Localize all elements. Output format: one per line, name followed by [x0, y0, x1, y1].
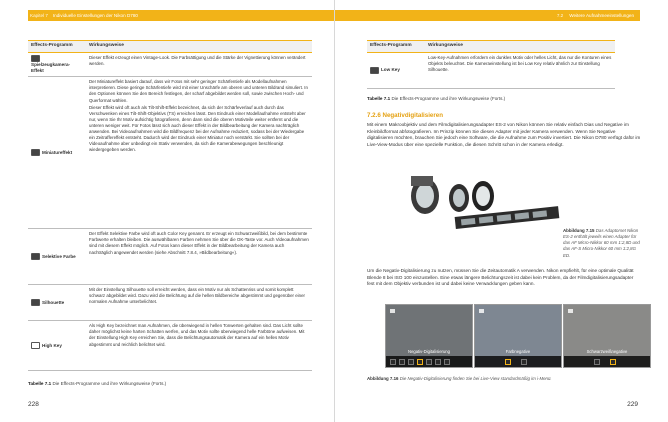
mode-selection-bar — [475, 356, 561, 367]
program-cell: Spielzeugkamera-Effekt — [28, 52, 86, 77]
table-header-effect: Wirkungsweise — [425, 41, 615, 53]
liveview-screenshot: Farbnegative — [474, 304, 562, 368]
film-strip-holder-icon — [455, 206, 560, 229]
right-running-header — [335, 10, 640, 21]
chapter-label: Kapitel 7 — [30, 13, 48, 18]
table-header-program: Effects-Programm — [367, 41, 425, 53]
page-number: 229 — [627, 401, 638, 408]
table-row — [28, 285, 312, 321]
section-header-title: Weitere Aufnahmeeinstellungen — [569, 13, 634, 18]
body-paragraph: Mit einem Makroobjektiv und dem Filmdigitalisierungsadapter ES-2 von Nikon können Sie relativ einfach Dias und Negative im Kleinbildformat abfotografieren. Im Prinzip können Sie diesen Adapter mit jeder Kamera verwenden. Wenn Sie Negative digitalisieren möchten, brauchen Sie jedoch eine Software, die die Aufnahme zum Positiv invertiert. Die Nikon D780 verfügt dafür im Live-View-Modus über eine spezielle Funktion, die diesen Schritt schon in der Kamera erledigt. — [367, 122, 641, 147]
figure-caption: Abbildung 7.15 Das Adaptorset Nikon ES-2 enthält jeweils einen Adapter für das AF Micro-Nikkor 60 mm 1:2,8D und das AF-S Micro-Nikkor 60 mm 1:2,8G ED. — [563, 228, 640, 258]
mode-indicator-icon — [390, 309, 395, 313]
left-running-header — [28, 10, 334, 21]
right-page — [334, 0, 668, 422]
lens-ring-icon — [472, 181, 494, 211]
page-number: 228 — [28, 401, 39, 408]
mode-indicator-icon — [479, 309, 484, 313]
effects-table-continued — [367, 40, 615, 89]
liveview-screenshot: Schwarzweißnegative — [563, 304, 651, 368]
effect-description: Dieser Effekt erzeugt einen Vintage-Look. Die Farbsättigung und die Stärke der Vignettierung können verändert werden. — [86, 52, 312, 77]
table-row — [28, 77, 312, 229]
effect-description: Low-Key-Aufnahmen erfordern ein dunkles Motiv oder helles Licht, das nur die Konturen eines Objekts beleuchtet. Die Kameraeinstellung ist bei Low Key relativ ähnlich zur Einstellung Silhouette. — [425, 52, 615, 88]
i-menu-bar — [386, 356, 472, 367]
low-key-icon — [370, 67, 379, 74]
program-cell: Selektive Farbe — [28, 229, 86, 285]
high-key-icon — [31, 342, 40, 349]
effect-description: Der Miniatureffekt basiert darauf, dass wir Fotos mit sehr geringer Schärfentiefe als Modellaufnahmen interpretieren. Diese geringe Schärfentiefe wird mit einer Unschärfe am oberen und unteren Bildrand simuliert. In den Optionen können Sie den Bereich festlegen, der scharf abgebildet werden soll, sowie zwischen Hoch- und Querformat wählen. Dieser Effekt wird oft auch als Tilt-Shift-Effekt bezeichnet, da sich der Schärfeverlauf auch durch das Verschwenken eines Tilt-Shift-Objektivs (TS) erreichen lässt. Den Eindruck einer Modellaufnahme entsteht aber nur, wenn Sie Ihr Motiv aufsichtig fotografieren, denn dann sind die oberen Motivteile weiter entfernt und die unteren weniger weit. Für Fotos lässt sich auch dieser Effekt in der Bildbearbeitung der Kamera nachträglich anwenden. Bei Videoaufnahmen wird die Bildfrequenz bei der Aufnahme reduziert, sodass bei der Wiedergabe ein Zeitraffereffekt entsteht. Dadurch wird der Eindruck einer Miniatur noch verstärkt. Sie sollten bei der Videoaufnahme aber unbedingt ein Stativ verwenden, da sich die Kamerabewegungen beschleunigt wiedergegeben werden. — [86, 77, 312, 229]
program-cell: Miniatureffekt — [28, 77, 86, 229]
selective-color-icon — [31, 253, 40, 260]
film-adapter-illustration — [403, 168, 563, 230]
effects-table — [28, 40, 312, 371]
table-row — [367, 52, 615, 88]
section-number: 7.2 — [556, 13, 564, 18]
silhouette-icon — [31, 299, 40, 306]
tube-ring-icon — [449, 184, 469, 212]
chapter-title: Individuelle Einstellungen der Nikon D780 — [52, 13, 138, 18]
program-cell: High Key — [28, 321, 86, 371]
table-caption: Tabelle 7.1 Die Effects-Programme und ihre Wirkungsweise (Forts.) — [367, 96, 506, 101]
effect-description: Als High Key bezeichnet man Aufnahmen, die überwiegend in hellen Tonwerten gehalten sind. Das Licht sollte daher möglichst keine harten Schatten werfen, und das Motiv sollte überwiegend helle Farbtöne aufweisen. Mit der Einstellung High Key erreichen Sie, dass die Belichtungsautomatik der Kamera auf ein helles Motiv abgestimmt und reichlich belichtet wird. — [86, 321, 312, 371]
miniature-effect-icon — [31, 149, 40, 156]
table-row — [28, 229, 312, 285]
program-cell: Low Key — [367, 52, 425, 88]
liveview-screenshot: Negativ-Digitalisierung — [385, 304, 473, 368]
table-caption: Tabelle 7.1 Die Effects-Programme und ihre Wirkungsweise (Forts.) — [28, 381, 167, 386]
figure-caption: Abbildung 7.16 Die Negativ-Digitalisierung finden Sie bei Live-View standardmäßig im i-Menü. — [367, 376, 552, 381]
table-header-effect: Wirkungsweise — [86, 41, 312, 53]
mode-selection-bar — [564, 356, 650, 367]
table-header-program: Effects-Programm — [28, 41, 86, 53]
effect-description: Der Effekt Selektive Farbe wird oft auch Color Key genannt. Er erzeugt ein Schwarzweißbild, bei dem bestimmte Farbwerte erhalten bleiben. Die auswählbaren Farben nehmen Sie über die OK-Taste vor. Auch Videoaufnahmen sind mit diesem Effekt möglich. Auf Fotos kann dieser Effekt in der Bildbearbeitung der Kamera auch nachträglich angewendet werden (siehe Abschnitt 7.8.4, »Bildbearbeitung«). — [86, 229, 312, 285]
effect-description: Mit der Einstellung Silhouette soll erreicht werden, dass ein Motiv nur als Schattenriss und somit komplett schwarz abgebildet wird. Dazu wird die Belichtung auf die hellen Bildbereiche abgestimmt und gegenüber einer normalen Aufnahme unterbelichtet. — [86, 285, 312, 321]
body-paragraph: Um die Negativ-Digitalisierung zu nutzen, müssen Sie die Zeitautomatik A verwenden. Nikon empfiehlt, für eine optimale Qualität Blende 8 bei ISO 100 einzustellen. Eine etwas längere Belichtungszeit ist dabei kein Problem, da der Filmdigitalisierungsadapter fest mit dem Objektiv verbunden ist und dabei keine Verwacklungen geben kann. — [367, 268, 634, 287]
adapter-ring-icon — [411, 176, 439, 214]
section-title: 7.2.6 Negativdigitalisieren — [367, 112, 443, 119]
table-row — [28, 52, 312, 77]
table-row — [28, 321, 312, 371]
program-cell: Silhouette — [28, 285, 86, 321]
toy-camera-icon — [31, 55, 40, 62]
mode-indicator-icon — [568, 309, 573, 313]
